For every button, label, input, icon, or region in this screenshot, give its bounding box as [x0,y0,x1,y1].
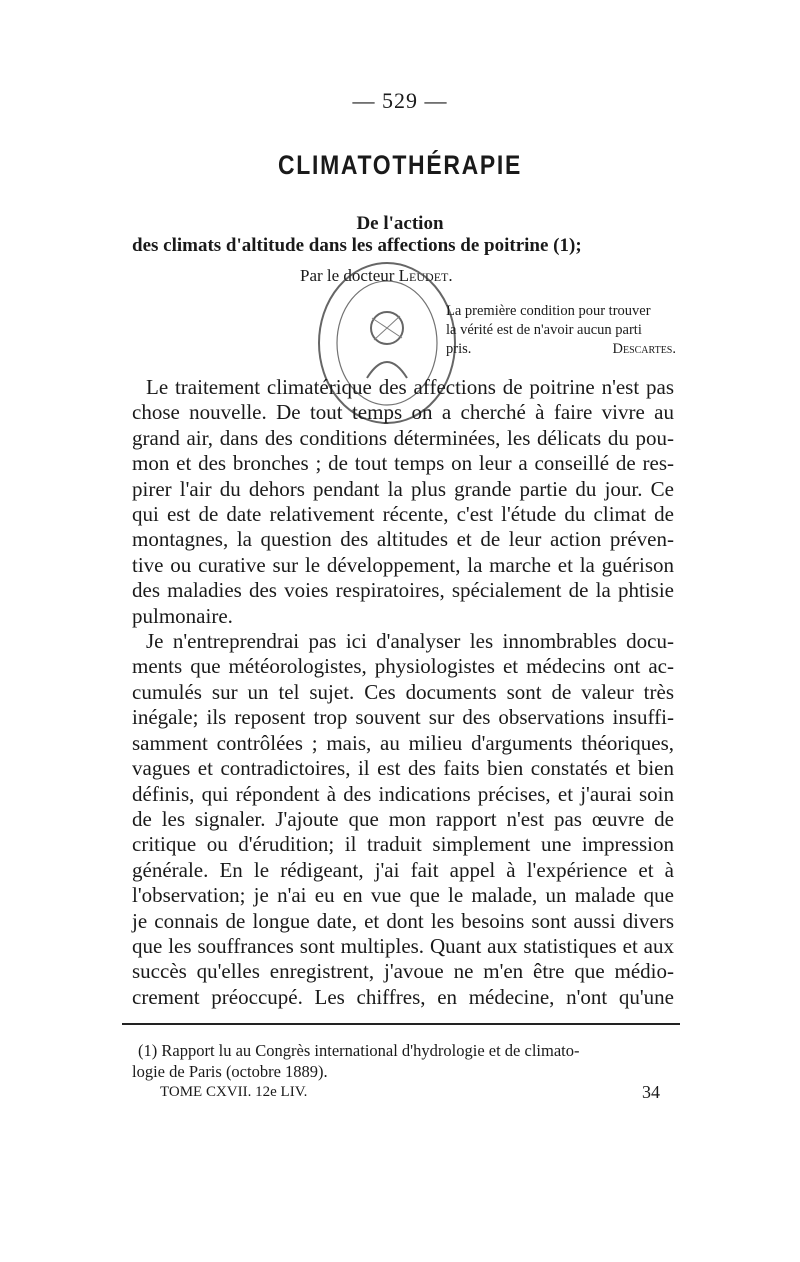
text-line: définis, qui répondent à des indications précises, et j'aurai soin [132,781,674,806]
text-line: succès qu'elles enregistrent, j'avoue ne m'en être que médio- [132,959,674,984]
footnote-divider [122,1023,680,1025]
author-prefix: Par le docteur [300,266,399,285]
text-line: tive ou curative sur le développement, la marche et la guérison [132,552,674,577]
text-line: pirer l'air du dehors pendant la plus grande partie du jour. Ce [132,476,674,501]
text-line: je connais de longue date, et dont les besoins sont aussi divers [132,908,674,933]
text-line: grand air, dans des conditions déterminées, les délicats du pou- [132,425,674,450]
epigraph [446,302,686,359]
text-line: générale. En le rédigeant, j'ai fait appel à l'expérience et à [132,857,674,882]
text-line: Je n'entreprendrai pas ici d'analyser les innombrables docu- [146,629,674,654]
text-line: crement préoccupé. Les chiffres, en médecine, n'ont qu'une [132,984,674,1009]
text-line: que les souffrances sont multiples. Quant aux statistiques et aux [132,933,674,958]
text-line: qui est de date relativement récente, c'est l'étude du climat de [132,502,674,527]
text-line: critique ou d'érudition; il traduit simplement une impression [132,832,674,857]
text-line: Le traitement climatérique des affections de poitrine n'est pas [146,375,674,399]
volume-signature: TOME CXVII. 12e LIV. [160,1084,308,1100]
paragraph-1 [132,375,674,629]
epigraph-line: la vérité est de n'avoir aucun parti [446,322,642,338]
text-line: de les signaler. J'ajoute que mon rapport n'est pas œuvre de [132,806,674,831]
text-line: ments que météorologistes, physiologistes et médecins ont ac- [132,654,674,679]
footnote [132,1040,674,1082]
paragraph-2 [132,629,674,1010]
text-line: l'observation; je n'ai eu en vue que le malade, un malade que [132,883,674,908]
text-line: inégale; ils reposent trop souvent sur des observations insuffi- [132,705,674,730]
text-line: samment contrôlées ; mais, au milieu d'arguments théoriques, [132,730,674,755]
article-title-line-2: des climats d'altitude dans les affections de poitrine (1); [132,235,582,256]
body-text [132,375,674,1010]
text-line: montagnes, la question des altitudes et de leur action préven- [132,527,674,552]
text-line: mon et des bronches ; de tout temps on leur a conseillé de res- [132,451,674,476]
signature-line [160,1084,660,1101]
footnote-line: (1) Rapport lu au Congrès international d'hydrologie et de climato- [138,1041,580,1060]
epigraph-author: Descartes. [612,341,676,357]
page-number: — 529 — [352,88,448,113]
article-title-line-1: De l'action [356,213,444,234]
text-line: des maladies des voies respiratoires, spécialement de la phtisie [132,578,674,603]
epigraph-line: La première condition pour trouver [446,303,651,319]
chapter-title: CLIMATOTHÉRAPIE [278,150,522,180]
sheet-number: 34 [642,1082,660,1102]
epigraph-line: pris. [446,341,472,357]
text-line: vagues et contradictoires, il est des faits bien constatés et bien [132,756,674,781]
text-line: cumulés sur un tel sujet. Ces documents sont de valeur très [132,679,674,704]
footnote-line: logie de Paris (octobre 1889). [132,1062,328,1081]
text-line: pulmonaire. [132,603,233,628]
author-name: Leudet. [398,266,453,285]
text-line: chose nouvelle. De tout temps on a cherché à faire vivre au [132,400,674,425]
